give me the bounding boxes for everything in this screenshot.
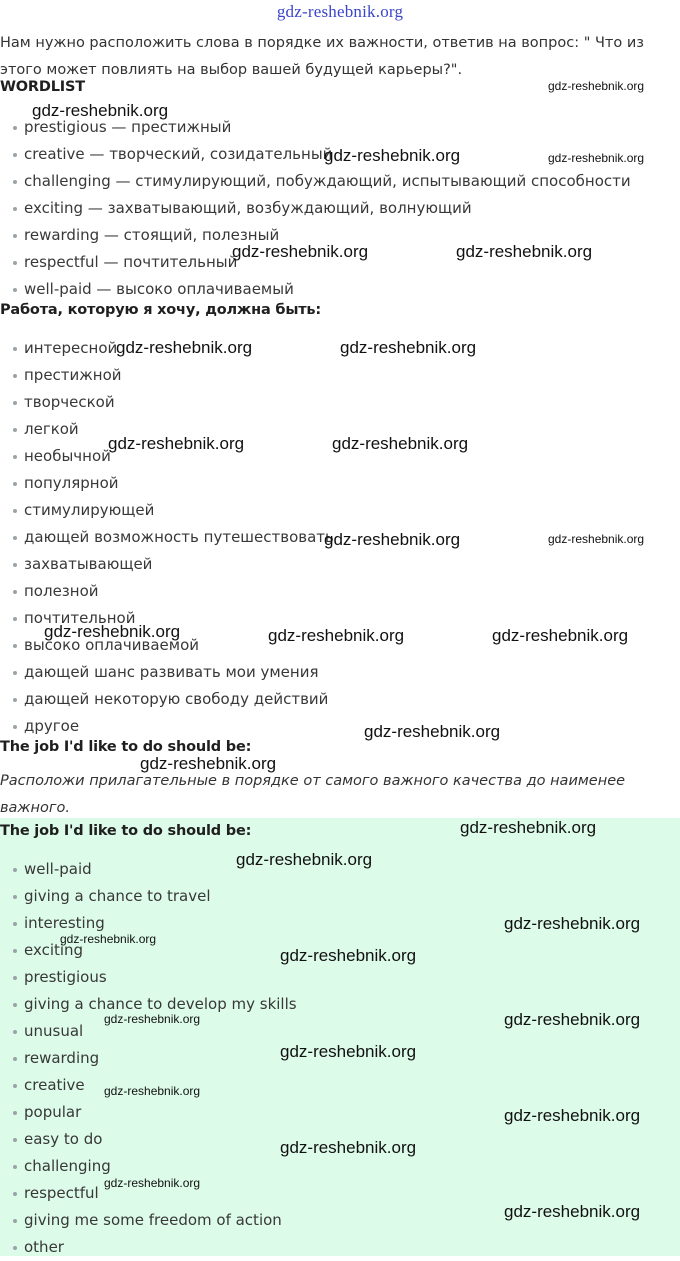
bullet-icon	[13, 374, 17, 378]
bullet-icon	[13, 976, 17, 980]
job-ru-heading: Работа, которую я хочу, должна быть:	[0, 302, 322, 318]
watermark: gdz-reshebnik.org	[456, 242, 593, 261]
bullet-icon	[13, 590, 17, 594]
list-item-text: giving me some freedom of action	[24, 1211, 282, 1229]
list-item	[0, 713, 334, 740]
list-item-text: rewarding	[24, 1049, 100, 1067]
bullet-icon	[13, 180, 17, 184]
list-item-text: giving a chance to develop my skills	[24, 995, 297, 1013]
list-item	[0, 686, 334, 713]
list-item	[0, 524, 334, 551]
list-item	[0, 497, 334, 524]
watermark: gdz-reshebnik.org	[104, 1176, 201, 1190]
bullet-icon	[13, 1192, 17, 1196]
bullet-icon	[13, 725, 17, 729]
watermark: gdz-reshebnik.org	[492, 626, 629, 645]
watermark: gdz-reshebnik.org	[268, 626, 405, 645]
bullet-icon	[13, 671, 17, 675]
list-item-text: popular	[24, 1103, 82, 1121]
list-item-text: интересной	[24, 339, 118, 357]
list-item-text: почтительной	[24, 609, 136, 627]
list-item	[0, 1099, 297, 1126]
bullet-icon	[13, 261, 17, 265]
watermark: gdz-reshebnik.org	[280, 1138, 417, 1157]
bullet-icon	[13, 563, 17, 567]
list-item-text: unusual	[24, 1022, 84, 1040]
list-item-text: respectful	[24, 1184, 99, 1202]
watermark: gdz-reshebnik.org	[324, 146, 461, 165]
watermark: gdz-reshebnik.org	[324, 530, 461, 549]
list-item-text: well-paid — высоко оплачиваемый	[24, 280, 294, 298]
intro-paragraph: Нам нужно расположить слова в порядке их важности, ответив на вопрос: " Что из этого может повлиять на выбор вашей будущей карьеры?".	[0, 35, 644, 78]
list-item-text: другое	[24, 717, 80, 735]
bullet-icon	[13, 234, 17, 238]
watermark: gdz-reshebnik.org	[44, 622, 181, 641]
bullet-icon	[13, 482, 17, 486]
list-item	[0, 883, 297, 910]
watermark: gdz-reshebnik.org	[280, 1042, 417, 1061]
list-item-text: дающей некоторую свободу действий	[24, 690, 329, 708]
list-item-text: well-paid	[24, 860, 92, 878]
wordlist-heading: WORDLIST	[0, 79, 85, 95]
bullet-icon	[13, 895, 17, 899]
bullet-icon	[13, 1057, 17, 1061]
list-item-text: challenging — стимулирующий, побуждающий, испытывающий способности	[24, 172, 631, 190]
bullet-icon	[13, 949, 17, 953]
list-item	[0, 141, 631, 168]
watermark: gdz-reshebnik.org	[108, 434, 245, 453]
list-item-text: дающей шанс развивать мои умения	[24, 663, 319, 681]
list-item-text: creative	[24, 1076, 85, 1094]
list-item-text: дающей возможность путешествовать	[24, 528, 334, 546]
list-item	[0, 1234, 297, 1261]
list-item-text: prestigious — престижный	[24, 118, 232, 136]
bullet-icon	[13, 1138, 17, 1142]
bullet-icon	[13, 428, 17, 432]
list-item-text: giving a chance to travel	[24, 887, 211, 905]
header-watermark: gdz-reshebnik.org	[276, 2, 404, 21]
bullet-icon	[13, 509, 17, 513]
wordlist-list	[0, 114, 631, 303]
list-item-text: стимулирующей	[24, 501, 155, 519]
bullet-icon	[13, 1003, 17, 1007]
list-item-text: challenging	[24, 1157, 111, 1175]
list-item	[0, 659, 334, 686]
list-item-text: полезной	[24, 582, 99, 600]
bullet-icon	[13, 455, 17, 459]
list-item-text: необычной	[24, 447, 111, 465]
answer-list	[0, 856, 297, 1261]
bullet-icon	[13, 288, 17, 292]
list-item	[0, 276, 631, 303]
bullet-icon	[13, 1030, 17, 1034]
bullet-icon	[13, 126, 17, 130]
list-item-text: легкой	[24, 420, 79, 438]
list-item-text: exciting — захватывающий, возбуждающий, волнующий	[24, 199, 472, 217]
bullet-icon	[13, 207, 17, 211]
watermark: gdz-reshebnik.org	[548, 151, 645, 165]
watermark: gdz-reshebnik.org	[548, 532, 645, 546]
watermark: gdz-reshebnik.org	[504, 1202, 641, 1221]
list-item-text: популярной	[24, 474, 119, 492]
list-item	[0, 578, 334, 605]
watermark: gdz-reshebnik.org	[460, 818, 597, 837]
list-item-text: высоко оплачиваемой	[24, 636, 199, 654]
watermark: gdz-reshebnik.org	[236, 850, 373, 869]
bullet-icon	[13, 644, 17, 648]
bullet-icon	[13, 1246, 17, 1250]
bullet-icon	[13, 153, 17, 157]
list-item-text: творческой	[24, 393, 115, 411]
list-item-text: creative — творческий, созидательный	[24, 145, 333, 163]
list-item-text: exciting	[24, 941, 84, 959]
bullet-icon	[13, 536, 17, 540]
bullet-icon	[13, 347, 17, 351]
bullet-icon	[13, 401, 17, 405]
list-item	[0, 1045, 297, 1072]
watermark: gdz-reshebnik.org	[548, 79, 645, 93]
watermark: gdz-reshebnik.org	[364, 722, 501, 741]
list-item-text: захватывающей	[24, 555, 153, 573]
watermark: gdz-reshebnik.org	[104, 1084, 201, 1098]
job-ru-list	[0, 335, 334, 740]
bullet-icon	[13, 922, 17, 926]
watermark: gdz-reshebnik.org	[32, 101, 169, 120]
list-item	[0, 1126, 297, 1153]
list-item	[0, 389, 334, 416]
list-item	[0, 551, 334, 578]
list-item-text: rewarding — стоящий, полезный	[24, 226, 280, 244]
list-item-text: interesting	[24, 914, 105, 932]
watermark: gdz-reshebnik.org	[504, 914, 641, 933]
watermark: gdz-reshebnik.org	[504, 1010, 641, 1029]
bullet-icon	[13, 1084, 17, 1088]
watermark: gdz-reshebnik.org	[140, 754, 277, 773]
list-item-text: easy to do	[24, 1130, 103, 1148]
list-item	[0, 470, 334, 497]
bullet-icon	[13, 617, 17, 621]
watermark: gdz-reshebnik.org	[104, 1012, 201, 1026]
list-item	[0, 1207, 297, 1234]
list-item-text: престижной	[24, 366, 122, 384]
list-item	[0, 168, 631, 195]
watermark: gdz-reshebnik.org	[116, 338, 253, 357]
bullet-icon	[13, 1219, 17, 1223]
list-item-text: prestigious	[24, 968, 107, 986]
list-item-text: other	[24, 1238, 64, 1256]
answer-heading: The job I'd like to do should be:	[0, 823, 252, 839]
watermark: gdz-reshebnik.org	[60, 932, 157, 946]
list-item	[0, 195, 631, 222]
watermark: gdz-reshebnik.org	[280, 946, 417, 965]
bullet-icon	[13, 1165, 17, 1169]
bullet-icon	[13, 868, 17, 872]
watermark: gdz-reshebnik.org	[232, 242, 369, 261]
watermark: gdz-reshebnik.org	[504, 1106, 641, 1125]
task-instruction: Расположи прилагательные в порядке от самого важного качества до наименее важного.	[0, 773, 626, 816]
list-item	[0, 362, 334, 389]
bullet-icon	[13, 698, 17, 702]
task-heading: The job I'd like to do should be:	[0, 739, 252, 755]
watermark: gdz-reshebnik.org	[340, 338, 477, 357]
bullet-icon	[13, 1111, 17, 1115]
list-item	[0, 964, 297, 991]
list-item-text: respectful — почтительный	[24, 253, 238, 271]
watermark: gdz-reshebnik.org	[332, 434, 469, 453]
